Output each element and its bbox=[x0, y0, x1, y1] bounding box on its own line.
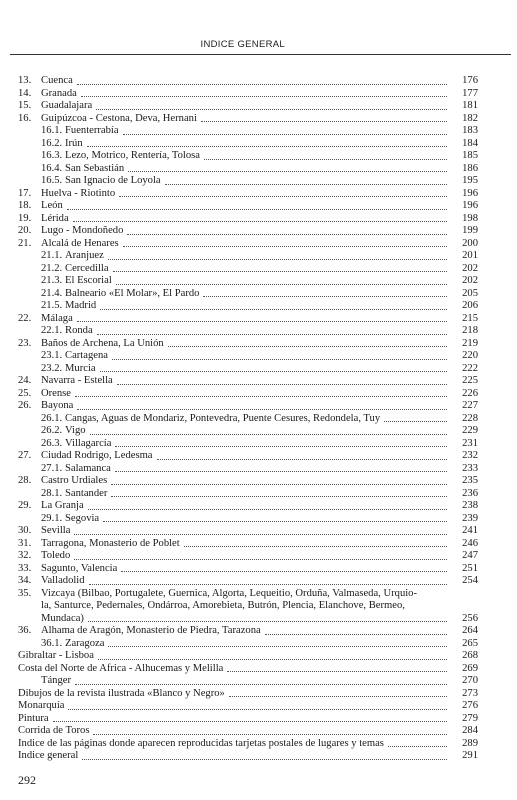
toc-entry-page: 279 bbox=[462, 712, 478, 724]
toc-entry-title: Dibujos de la revista ilustrada «Blanco y Negro» bbox=[18, 687, 225, 699]
toc-entry-page: 284 bbox=[462, 725, 478, 736]
dot-leader bbox=[117, 384, 447, 385]
toc-entry-title: Sevilla bbox=[41, 525, 71, 536]
dot-leader bbox=[111, 484, 447, 485]
toc-entry-number: 30. bbox=[18, 525, 32, 536]
toc-entry bbox=[18, 213, 478, 226]
toc-entry-number: 15. bbox=[18, 100, 32, 111]
toc-entry-number: 21. bbox=[18, 237, 32, 249]
table-of-contents bbox=[18, 75, 478, 763]
toc-entry-number: 21.5. bbox=[41, 300, 63, 311]
toc-entry-page: 233 bbox=[462, 462, 478, 474]
toc-entry-title: Indice de las páginas donde aparecen reproducidas tarjetas postales de lugares y temas bbox=[18, 737, 384, 749]
toc-entry-number: 13. bbox=[18, 75, 32, 86]
toc-entry-number: 23. bbox=[18, 337, 32, 349]
toc-entry-page: 251 bbox=[462, 562, 478, 574]
dot-leader bbox=[229, 696, 447, 697]
dot-leader bbox=[113, 271, 447, 272]
toc-entry-page: 206 bbox=[462, 300, 478, 311]
toc-entry bbox=[18, 275, 478, 288]
toc-entry-page: 184 bbox=[462, 137, 478, 149]
toc-entry bbox=[18, 475, 478, 488]
toc-entry-number: 34. bbox=[18, 575, 32, 586]
toc-entry-number: 16.2. bbox=[41, 137, 63, 149]
toc-entry-title: Vizcaya (Bilbao, Portugalete, Guernica, Algorta, Lequeitio, Orduña, Valmaseda, Urquio- bbox=[41, 587, 418, 599]
toc-entry-number: 26.2. bbox=[41, 425, 63, 436]
toc-entry-title: Orense bbox=[41, 387, 72, 399]
toc-entry bbox=[18, 500, 478, 513]
toc-entry-title: Pintura bbox=[18, 712, 49, 724]
dot-leader bbox=[119, 196, 447, 197]
toc-entry-page: 232 bbox=[462, 450, 478, 461]
toc-entry-number: 16.3. bbox=[41, 150, 63, 161]
toc-entry-page: 198 bbox=[462, 212, 478, 224]
dot-leader bbox=[97, 334, 447, 335]
dot-leader bbox=[123, 246, 447, 247]
toc-entry-title: Aranjuez bbox=[65, 250, 104, 261]
toc-entry-page: 199 bbox=[462, 225, 478, 236]
toc-entry-title: Cartagena bbox=[65, 350, 108, 361]
toc-entry-title: Lezo, Motrico, Rentería, Tolosa bbox=[65, 150, 200, 161]
toc-entry-page: 236 bbox=[462, 487, 478, 499]
toc-entry-title: Alhama de Aragón, Monasterio de Piedra, Tarazona bbox=[41, 625, 261, 636]
toc-entry bbox=[18, 350, 478, 363]
toc-entry-title: Lugo - Mondoñedo bbox=[41, 225, 124, 236]
toc-entry-number: 16.1. bbox=[41, 125, 63, 136]
toc-entry-number: 21.3. bbox=[41, 275, 63, 286]
toc-entry bbox=[18, 700, 478, 713]
toc-entry-number: 16. bbox=[18, 112, 32, 124]
toc-entry-number: 26. bbox=[18, 400, 32, 411]
toc-entry-continuation bbox=[18, 613, 478, 626]
running-header: INDICE GENERAL bbox=[200, 39, 285, 50]
dot-leader bbox=[81, 96, 447, 97]
toc-entry-page: 219 bbox=[462, 337, 478, 349]
toc-entry-title: Lérida bbox=[41, 212, 69, 224]
dot-leader bbox=[121, 571, 447, 572]
dot-leader bbox=[98, 659, 447, 660]
toc-entry-title: Madrid bbox=[65, 300, 97, 311]
toc-entry-number: 35. bbox=[18, 587, 32, 599]
toc-entry bbox=[18, 550, 478, 563]
toc-entry-page: 181 bbox=[462, 100, 478, 111]
toc-entry bbox=[18, 125, 478, 138]
toc-entry-page: 195 bbox=[462, 175, 478, 186]
toc-entry-page: 247 bbox=[462, 550, 478, 561]
dot-leader bbox=[108, 259, 447, 260]
toc-entry-number: 14. bbox=[18, 87, 32, 99]
toc-entry-page: 238 bbox=[462, 500, 478, 511]
toc-entry bbox=[18, 450, 478, 463]
toc-entry-page: 256 bbox=[462, 612, 478, 624]
toc-entry-title: Cuenca bbox=[41, 75, 73, 86]
toc-entry-title: Mundaca) bbox=[41, 612, 84, 624]
toc-entry bbox=[18, 525, 478, 538]
dot-leader bbox=[96, 109, 447, 110]
toc-entry-number: 16.5. bbox=[41, 175, 63, 186]
toc-entry-page: 239 bbox=[462, 512, 478, 524]
dot-leader bbox=[74, 534, 447, 535]
toc-entry-continuation: la, Santurce, Pedernales, Ondárroa, Amorebieta, Butrón, Plencia, Elanchove, Bermeo, bbox=[41, 600, 405, 611]
toc-entry-number: 27.1. bbox=[41, 462, 63, 474]
dot-leader bbox=[77, 321, 447, 322]
toc-entry-title: Salamanca bbox=[65, 462, 111, 474]
toc-entry-title: Alcalá de Henares bbox=[41, 237, 119, 249]
dot-leader bbox=[201, 121, 447, 122]
toc-entry bbox=[18, 438, 478, 451]
toc-entry-title: Granada bbox=[41, 87, 77, 99]
toc-entry-title: Cangas, Aguas de Mondariz, Pontevedra, Puente Cesures, Redondela, Tuy bbox=[65, 412, 381, 424]
toc-entry bbox=[18, 200, 478, 213]
toc-entry-title: Vigo bbox=[65, 425, 86, 436]
toc-entry-page: 182 bbox=[462, 112, 478, 124]
toc-entry-title: Guipúzcoa - Cestona, Deva, Hernani bbox=[41, 112, 197, 124]
toc-entry-page: 229 bbox=[462, 425, 478, 436]
toc-entry-page: 269 bbox=[462, 662, 478, 674]
toc-entry-page: 291 bbox=[462, 750, 478, 761]
dot-leader bbox=[388, 746, 447, 747]
toc-entry-number: 26.3. bbox=[41, 437, 63, 449]
toc-entry-number: 27. bbox=[18, 450, 32, 461]
toc-entry-number: 26.1. bbox=[41, 412, 63, 424]
toc-entry-title: Málaga bbox=[41, 312, 73, 324]
toc-entry-page: 231 bbox=[462, 437, 478, 449]
dot-leader bbox=[168, 346, 447, 347]
toc-entry bbox=[18, 175, 478, 188]
toc-entry-page: 196 bbox=[462, 187, 478, 199]
toc-entry bbox=[18, 738, 478, 751]
dot-leader bbox=[73, 221, 447, 222]
toc-entry-title: Baños de Archena, La Unión bbox=[41, 337, 164, 349]
toc-entry-page: 235 bbox=[462, 475, 478, 486]
dot-leader bbox=[123, 134, 447, 135]
toc-entry-number: 21.2. bbox=[41, 262, 63, 274]
toc-entry-page: 205 bbox=[462, 287, 478, 299]
toc-entry-title: San Ignacio de Loyola bbox=[65, 175, 161, 186]
dot-leader bbox=[87, 146, 447, 147]
toc-entry bbox=[18, 688, 478, 701]
dot-leader bbox=[82, 759, 447, 760]
dot-leader bbox=[108, 646, 447, 647]
toc-entry bbox=[18, 513, 478, 526]
toc-entry bbox=[18, 663, 478, 676]
toc-entry-number: 33. bbox=[18, 562, 32, 574]
dot-leader bbox=[75, 684, 447, 685]
toc-entry-page: 228 bbox=[462, 412, 478, 424]
toc-entry-number: 21.1. bbox=[41, 250, 63, 261]
toc-entry bbox=[18, 538, 478, 551]
toc-entry-page: 222 bbox=[462, 362, 478, 374]
dot-leader bbox=[67, 209, 447, 210]
toc-entry-title: Murcia bbox=[65, 362, 96, 374]
toc-entry bbox=[18, 100, 478, 113]
toc-entry-title: Sagunto, Valencia bbox=[41, 562, 118, 574]
toc-entry-page: 246 bbox=[462, 537, 478, 549]
dot-leader bbox=[88, 621, 447, 622]
toc-entry-number: 22.1. bbox=[41, 325, 63, 336]
toc-entry-title: Tánger bbox=[41, 675, 71, 686]
toc-entry bbox=[18, 263, 478, 276]
toc-entry bbox=[18, 188, 478, 201]
toc-entry-page: 264 bbox=[462, 625, 478, 636]
header-rule bbox=[10, 54, 511, 55]
dot-leader bbox=[128, 171, 447, 172]
toc-entry bbox=[18, 250, 478, 263]
toc-entry bbox=[18, 300, 478, 313]
dot-leader bbox=[112, 359, 447, 360]
toc-entry bbox=[18, 413, 478, 426]
dot-leader bbox=[165, 184, 447, 185]
toc-entry-number: 19. bbox=[18, 212, 32, 224]
dot-leader bbox=[68, 709, 447, 710]
toc-entry-page: 241 bbox=[462, 525, 478, 536]
toc-entry-title: Tarragona, Monasterio de Poblet bbox=[41, 537, 180, 549]
toc-entry-page: 196 bbox=[462, 200, 478, 211]
toc-entry-title: Castro Urdiales bbox=[41, 475, 108, 486]
toc-entry-page: 254 bbox=[462, 575, 478, 586]
dot-leader bbox=[77, 409, 447, 410]
toc-entry-title: Toledo bbox=[41, 550, 71, 561]
toc-entry bbox=[18, 138, 478, 151]
page-number: 292 bbox=[18, 773, 36, 787]
toc-entry-title: Zaragoza bbox=[65, 637, 105, 649]
dot-leader bbox=[75, 396, 447, 397]
toc-entry-page: 227 bbox=[462, 400, 478, 411]
toc-entry-number: 32. bbox=[18, 550, 32, 561]
toc-entry-title: Navarra - Estella bbox=[41, 375, 113, 386]
toc-entry bbox=[18, 713, 478, 726]
toc-entry-title: Fuenterrabía bbox=[65, 125, 119, 136]
toc-entry-title: Huelva - Riotinto bbox=[41, 187, 116, 199]
dot-leader bbox=[384, 421, 447, 422]
toc-entry-page: 273 bbox=[462, 687, 478, 699]
toc-entry-page: 186 bbox=[462, 162, 478, 174]
toc-entry-title: La Granja bbox=[41, 500, 84, 511]
toc-entry bbox=[18, 388, 478, 401]
toc-entry-page: 200 bbox=[462, 237, 478, 249]
toc-entry-title: Ronda bbox=[65, 325, 93, 336]
toc-entry-page: 276 bbox=[462, 700, 478, 711]
toc-entry-number: 22. bbox=[18, 312, 32, 324]
toc-entry bbox=[18, 563, 478, 576]
toc-entry bbox=[18, 425, 478, 438]
toc-entry bbox=[18, 88, 478, 101]
toc-entry-number: 23.2. bbox=[41, 362, 63, 374]
toc-entry-title: Valladolid bbox=[41, 575, 85, 586]
dot-leader bbox=[227, 671, 447, 672]
toc-entry-page: 225 bbox=[462, 375, 478, 386]
toc-entry-number: 18. bbox=[18, 200, 32, 211]
toc-entry-title: Irún bbox=[65, 137, 83, 149]
toc-entry-title: Villagarcía bbox=[65, 437, 112, 449]
toc-entry bbox=[18, 238, 478, 251]
dot-leader bbox=[90, 434, 447, 435]
toc-entry-number: 23.1. bbox=[41, 350, 63, 361]
dot-leader bbox=[184, 546, 447, 547]
toc-entry-title: San Sebastián bbox=[65, 162, 125, 174]
toc-entry bbox=[18, 400, 478, 413]
toc-entry bbox=[18, 638, 478, 651]
toc-entry bbox=[18, 313, 478, 326]
toc-entry-number: 25. bbox=[18, 387, 32, 399]
dot-leader bbox=[89, 584, 447, 585]
toc-entry bbox=[18, 575, 478, 588]
toc-entry-page: 220 bbox=[462, 350, 478, 361]
toc-entry-number: 21.4. bbox=[41, 287, 63, 299]
toc-entry-number: 17. bbox=[18, 187, 32, 199]
dot-leader bbox=[111, 496, 447, 497]
toc-entry bbox=[18, 363, 478, 376]
dot-leader bbox=[115, 446, 447, 447]
toc-entry-title: Balneario «El Molar», El Pardo bbox=[65, 287, 200, 299]
toc-entry-page: 177 bbox=[462, 87, 478, 99]
dot-leader bbox=[100, 371, 447, 372]
toc-entry-number: 16.4. bbox=[41, 162, 63, 174]
toc-entry-page: 176 bbox=[462, 75, 478, 86]
toc-entry-number: 28. bbox=[18, 475, 32, 486]
toc-entry bbox=[18, 463, 478, 476]
toc-entry-number: 28.1. bbox=[41, 487, 63, 499]
toc-entry-number: 29. bbox=[18, 500, 32, 511]
toc-entry-title: Monarquía bbox=[18, 700, 65, 711]
toc-entry-page: 270 bbox=[462, 675, 478, 686]
dot-leader bbox=[77, 84, 447, 85]
dot-leader bbox=[74, 559, 447, 560]
toc-entry-number: 29.1. bbox=[41, 512, 63, 524]
toc-entry bbox=[18, 588, 478, 601]
toc-entry-title: El Escorial bbox=[65, 275, 112, 286]
dot-leader bbox=[127, 234, 447, 235]
toc-entry-title: Ciudad Rodrigo, Ledesma bbox=[41, 450, 153, 461]
dot-leader bbox=[100, 309, 447, 310]
toc-entry-page: 201 bbox=[462, 250, 478, 261]
toc-entry-number: 20. bbox=[18, 225, 32, 236]
toc-entry bbox=[18, 750, 478, 763]
toc-entry-title: Corrida de Toros bbox=[18, 725, 90, 736]
toc-entry-page: 268 bbox=[462, 650, 478, 661]
toc-entry-title: Bayona bbox=[41, 400, 74, 411]
toc-entry-page: 289 bbox=[462, 737, 478, 749]
toc-entry-title: Segovia bbox=[65, 512, 100, 524]
toc-entry bbox=[18, 375, 478, 388]
dot-leader bbox=[116, 284, 447, 285]
dot-leader bbox=[103, 521, 447, 522]
toc-entry-number: 31. bbox=[18, 537, 32, 549]
toc-entry bbox=[18, 488, 478, 501]
dot-leader bbox=[88, 509, 447, 510]
toc-entry bbox=[18, 650, 478, 663]
toc-entry-page: 226 bbox=[462, 387, 478, 399]
toc-entry-page: 218 bbox=[462, 325, 478, 336]
toc-entry bbox=[18, 150, 478, 163]
toc-entry-number: 36.1. bbox=[41, 637, 63, 649]
dot-leader bbox=[157, 459, 447, 460]
toc-entry-title: Cercedilla bbox=[65, 262, 109, 274]
toc-entry-title: Costa del Norte de Africa - Alhucemas y Melilla bbox=[18, 662, 224, 674]
dot-leader bbox=[204, 159, 447, 160]
toc-entry-page: 202 bbox=[462, 275, 478, 286]
toc-entry-title: León bbox=[41, 200, 63, 211]
dot-leader bbox=[93, 734, 447, 735]
toc-entry bbox=[18, 625, 478, 638]
toc-entry-page: 185 bbox=[462, 150, 478, 161]
toc-entry-page: 202 bbox=[462, 262, 478, 274]
dot-leader bbox=[115, 471, 447, 472]
toc-entry bbox=[18, 163, 478, 176]
toc-entry-title: Gibraltar - Lisboa bbox=[18, 650, 94, 661]
toc-entry bbox=[18, 75, 478, 88]
dot-leader bbox=[53, 721, 447, 722]
toc-entry bbox=[18, 113, 478, 126]
toc-entry bbox=[18, 288, 478, 301]
toc-entry bbox=[18, 675, 478, 688]
toc-entry-number: 36. bbox=[18, 625, 32, 636]
toc-entry-page: 183 bbox=[462, 125, 478, 136]
toc-entry-title: Indice general bbox=[18, 750, 79, 761]
toc-entry bbox=[18, 338, 478, 351]
toc-entry-page: 215 bbox=[462, 312, 478, 324]
toc-entry-number: 24. bbox=[18, 375, 32, 386]
toc-entry-page: 265 bbox=[462, 637, 478, 649]
toc-entry bbox=[18, 225, 478, 238]
dot-leader bbox=[203, 296, 447, 297]
toc-entry bbox=[18, 325, 478, 338]
toc-entry bbox=[18, 725, 478, 738]
dot-leader bbox=[265, 634, 447, 635]
toc-entry-title: Guadalajara bbox=[41, 100, 93, 111]
toc-entry-title: Santander bbox=[65, 487, 108, 499]
